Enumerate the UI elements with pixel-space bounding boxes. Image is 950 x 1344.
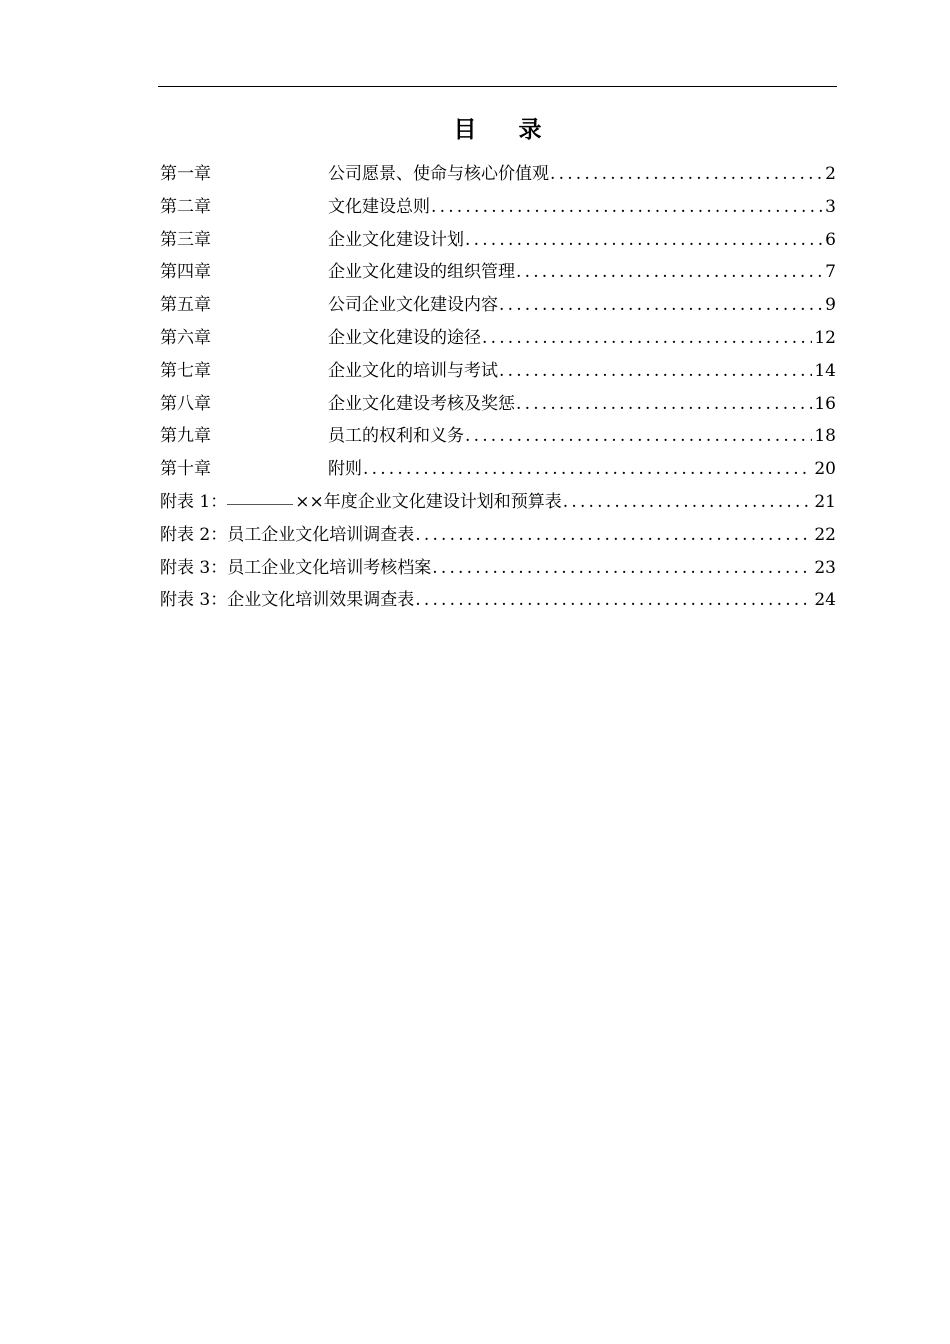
dot-leader	[515, 256, 823, 289]
toc-entry-chapter-6[interactable]	[160, 322, 836, 355]
dot-leader	[549, 158, 823, 191]
appendix-prefix: 附表 3：	[160, 590, 228, 611]
page-number: 12	[814, 327, 836, 348]
header-rule	[158, 86, 837, 87]
chapter-title: 文化建设总则	[328, 196, 430, 217]
chapter-number: 第三章	[160, 229, 211, 250]
dot-leader	[431, 552, 812, 585]
chapter-title: 企业文化建设计划	[328, 229, 464, 250]
page-number: 23	[814, 557, 836, 578]
appendix-prefix: 附表 3：	[160, 557, 228, 578]
page-number: 7	[825, 262, 836, 283]
appendix-title: 员工企业文化培训考核档案	[227, 557, 432, 578]
toc-entry-chapter-2[interactable]	[160, 191, 836, 224]
dot-leader	[464, 224, 823, 257]
page-number: 20	[814, 459, 836, 480]
page-number: 16	[814, 393, 836, 414]
toc-entry-chapter-8[interactable]	[160, 388, 836, 421]
toc-list	[160, 158, 836, 617]
dot-leader	[430, 191, 823, 224]
appendix-title: 企业文化培训效果调查表	[227, 590, 415, 611]
chapter-number: 第八章	[160, 393, 211, 414]
chapter-number: 第九章	[160, 426, 211, 447]
chapter-number: 第五章	[160, 295, 211, 316]
page-number: 6	[825, 229, 836, 250]
dot-leader	[414, 519, 812, 552]
chapter-title: 企业文化建设的组织管理	[328, 262, 515, 283]
toc-entry-appendix-2[interactable]	[160, 519, 836, 552]
chapter-number: 第二章	[160, 196, 211, 217]
page-number: 9	[825, 295, 836, 316]
chapter-title: 公司愿景、使命与核心价值观	[328, 164, 549, 184]
toc-entry-chapter-7[interactable]	[160, 355, 836, 388]
chapter-title: 企业文化建设的途径	[328, 327, 481, 348]
dot-leader	[562, 486, 813, 519]
appendix-title: ××年度企业文化建设计划和预算表	[295, 491, 562, 512]
appendix-prefix: 附表 1：	[160, 491, 228, 512]
page-number: 3	[825, 196, 836, 217]
chapter-title: 附则	[328, 459, 362, 480]
toc-entry-chapter-3[interactable]	[160, 224, 836, 257]
chapter-title: 公司企业文化建设内容	[328, 295, 498, 316]
page-number: 2	[825, 164, 836, 184]
page-number: 21	[814, 491, 836, 512]
toc-entry-chapter-9[interactable]	[160, 420, 836, 453]
dot-leader	[481, 322, 812, 355]
chapter-number: 第四章	[160, 262, 211, 283]
appendix-prefix: 附表 2：	[160, 524, 228, 545]
dot-leader	[498, 355, 812, 388]
dot-leader	[515, 388, 812, 421]
toc-title: 目录	[453, 117, 584, 143]
chapter-number: 第六章	[160, 327, 211, 348]
chapter-title: 企业文化建设考核及奖惩	[328, 393, 515, 414]
dot-leader	[498, 289, 823, 322]
toc-entry-appendix-1[interactable]	[160, 486, 836, 519]
chapter-number: 第十章	[160, 459, 211, 480]
dot-leader	[464, 420, 812, 453]
chapter-title: 企业文化的培训与考试	[328, 360, 498, 381]
chapter-number: 第七章	[160, 360, 211, 381]
dot-leader	[414, 584, 812, 617]
toc-entry-chapter-5[interactable]	[160, 289, 836, 322]
page-number: 22	[814, 524, 836, 545]
chapter-title: 员工的权利和义务	[328, 426, 464, 447]
page-number: 18	[814, 426, 836, 447]
page-number: 14	[814, 360, 836, 381]
toc-entry-chapter-10[interactable]	[160, 453, 836, 486]
fill-in-blank	[227, 484, 293, 505]
page-number: 24	[814, 590, 836, 611]
appendix-title: 员工企业文化培训调查表	[227, 524, 415, 545]
toc-entry-appendix-4[interactable]	[160, 584, 836, 617]
chapter-number: 第一章	[160, 164, 211, 184]
toc-entry-chapter-1[interactable]	[160, 158, 836, 191]
toc-entry-appendix-3[interactable]	[160, 552, 836, 585]
toc-entry-chapter-4[interactable]	[160, 256, 836, 289]
dot-leader	[362, 453, 812, 486]
